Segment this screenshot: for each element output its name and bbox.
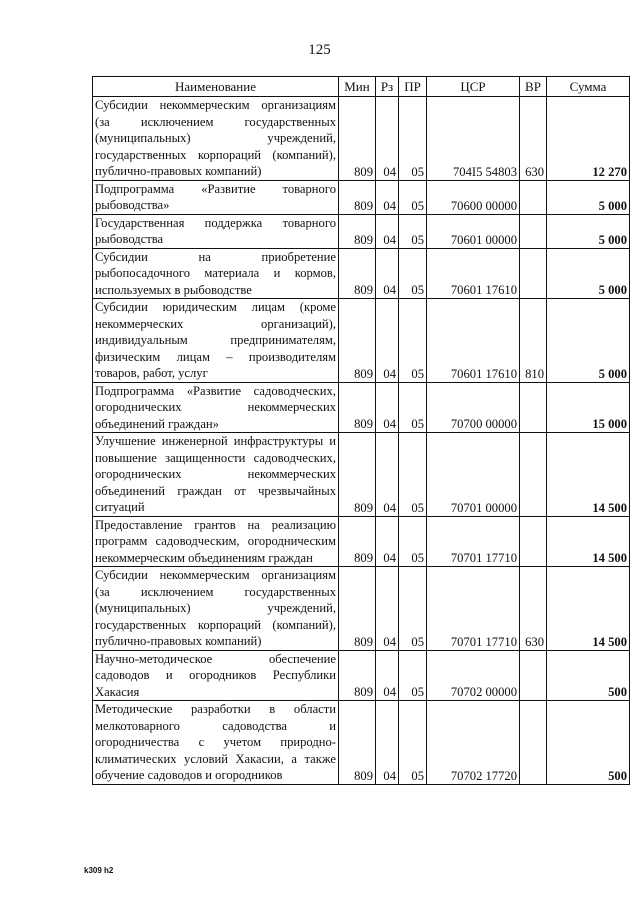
row-sum: 500: [547, 650, 630, 701]
row-min: 809: [339, 650, 376, 701]
row-vr: 810: [520, 299, 547, 383]
table-header-row: [93, 77, 630, 97]
row-name: Подпрограмма «Развитие садоводческих, огороднических некоммерческих объединений граждан»: [93, 382, 339, 433]
table-row: [93, 516, 630, 567]
row-vr: [520, 180, 547, 214]
row-name: Субсидии на приобретение рыбопосадочного материала и кормов, используемых в рыбоводстве: [93, 248, 339, 299]
table-row: [93, 180, 630, 214]
row-csr: 70702 17720: [427, 701, 520, 785]
table-row: [93, 214, 630, 248]
row-rz: 04: [376, 299, 399, 383]
row-name: Субсидии некоммерческим организациям (за исключением государственных (муниципальных) учреждений, государственных корпораций (компаний), публично-правовых компаний): [93, 567, 339, 651]
row-pr: 05: [399, 433, 427, 517]
row-vr: [520, 516, 547, 567]
row-sum: 5 000: [547, 214, 630, 248]
row-rz: 04: [376, 214, 399, 248]
header-pr: ПР: [399, 77, 427, 97]
row-pr: 05: [399, 650, 427, 701]
header-sum: Сумма: [547, 77, 630, 97]
row-min: 809: [339, 382, 376, 433]
row-vr: 630: [520, 567, 547, 651]
row-rz: 04: [376, 433, 399, 517]
row-min: 809: [339, 248, 376, 299]
row-sum: 14 500: [547, 516, 630, 567]
row-min: 809: [339, 701, 376, 785]
row-pr: 05: [399, 248, 427, 299]
row-name: Субсидии некоммерческим организациям (за исключением государственных (муниципальных) учреждений, государственных корпораций (компаний), публично-правовых компаний): [93, 97, 339, 181]
row-vr: [520, 382, 547, 433]
row-min: 809: [339, 516, 376, 567]
table-row: [93, 701, 630, 785]
row-rz: 04: [376, 701, 399, 785]
row-pr: 05: [399, 382, 427, 433]
row-csr: 704I5 54803: [427, 97, 520, 181]
row-csr: 70601 00000: [427, 214, 520, 248]
footer-code: k309 h2: [84, 866, 114, 875]
table-row: [93, 299, 630, 383]
row-pr: 05: [399, 214, 427, 248]
row-pr: 05: [399, 567, 427, 651]
budget-table: [92, 76, 630, 785]
row-sum: 14 500: [547, 567, 630, 651]
header-min: Мин: [339, 77, 376, 97]
row-vr: [520, 701, 547, 785]
header-rz: Рз: [376, 77, 399, 97]
row-name: Государственная поддержка товарного рыбоводства: [93, 214, 339, 248]
row-sum: 15 000: [547, 382, 630, 433]
row-rz: 04: [376, 382, 399, 433]
row-pr: 05: [399, 97, 427, 181]
row-name: Подпрограмма «Развитие товарного рыбоводства»: [93, 180, 339, 214]
row-min: 809: [339, 299, 376, 383]
page-number: 125: [308, 42, 331, 58]
row-pr: 05: [399, 516, 427, 567]
row-rz: 04: [376, 516, 399, 567]
table-row: [93, 567, 630, 651]
row-vr: 630: [520, 97, 547, 181]
row-pr: 05: [399, 299, 427, 383]
row-name: Улучшение инженерной инфраструктуры и повышение защищенности садоводческих, огороднических некоммерческих объединений граждан от чрезвычайных ситуаций: [93, 433, 339, 517]
row-name: Предоставление грантов на реализацию программ садоводческим, огородническим некоммерческим объединениям граждан: [93, 516, 339, 567]
row-csr: 70701 17710: [427, 567, 520, 651]
row-csr: 70600 00000: [427, 180, 520, 214]
table-row: [93, 97, 630, 181]
row-csr: 70601 17610: [427, 248, 520, 299]
row-rz: 04: [376, 248, 399, 299]
row-csr: 70702 00000: [427, 650, 520, 701]
table-row: [93, 650, 630, 701]
header-vr: ВР: [520, 77, 547, 97]
row-csr: 70700 00000: [427, 382, 520, 433]
row-sum: 5 000: [547, 248, 630, 299]
row-pr: 05: [399, 180, 427, 214]
row-csr: 70601 17610: [427, 299, 520, 383]
row-rz: 04: [376, 180, 399, 214]
row-min: 809: [339, 180, 376, 214]
row-name: Субсидии юридическим лицам (кроме некоммерческих организаций), индивидуальным предпринимателям, физическим лицам – производителям товаров, работ, услуг: [93, 299, 339, 383]
row-min: 809: [339, 433, 376, 517]
row-vr: [520, 248, 547, 299]
row-sum: 14 500: [547, 433, 630, 517]
row-sum: 12 270: [547, 97, 630, 181]
row-rz: 04: [376, 567, 399, 651]
row-name: Научно-методическое обеспечение садоводов и огородников Республики Хакасия: [93, 650, 339, 701]
row-sum: 500: [547, 701, 630, 785]
table-row: [93, 382, 630, 433]
row-csr: 70701 00000: [427, 433, 520, 517]
row-vr: [520, 650, 547, 701]
row-rz: 04: [376, 650, 399, 701]
header-name: Наименование: [93, 77, 339, 97]
row-min: 809: [339, 214, 376, 248]
row-csr: 70701 17710: [427, 516, 520, 567]
row-pr: 05: [399, 701, 427, 785]
row-rz: 04: [376, 97, 399, 181]
row-sum: 5 000: [547, 180, 630, 214]
row-vr: [520, 214, 547, 248]
row-sum: 5 000: [547, 299, 630, 383]
table-row: [93, 433, 630, 517]
header-csr: ЦСР: [427, 77, 520, 97]
table-row: [93, 248, 630, 299]
row-min: 809: [339, 567, 376, 651]
row-vr: [520, 433, 547, 517]
row-min: 809: [339, 97, 376, 181]
row-name: Методические разработки в области мелкотоварного садоводства и огородничества с учетом природно-климатических условий Хакасии, а также обучение садоводов и огородников: [93, 701, 339, 785]
